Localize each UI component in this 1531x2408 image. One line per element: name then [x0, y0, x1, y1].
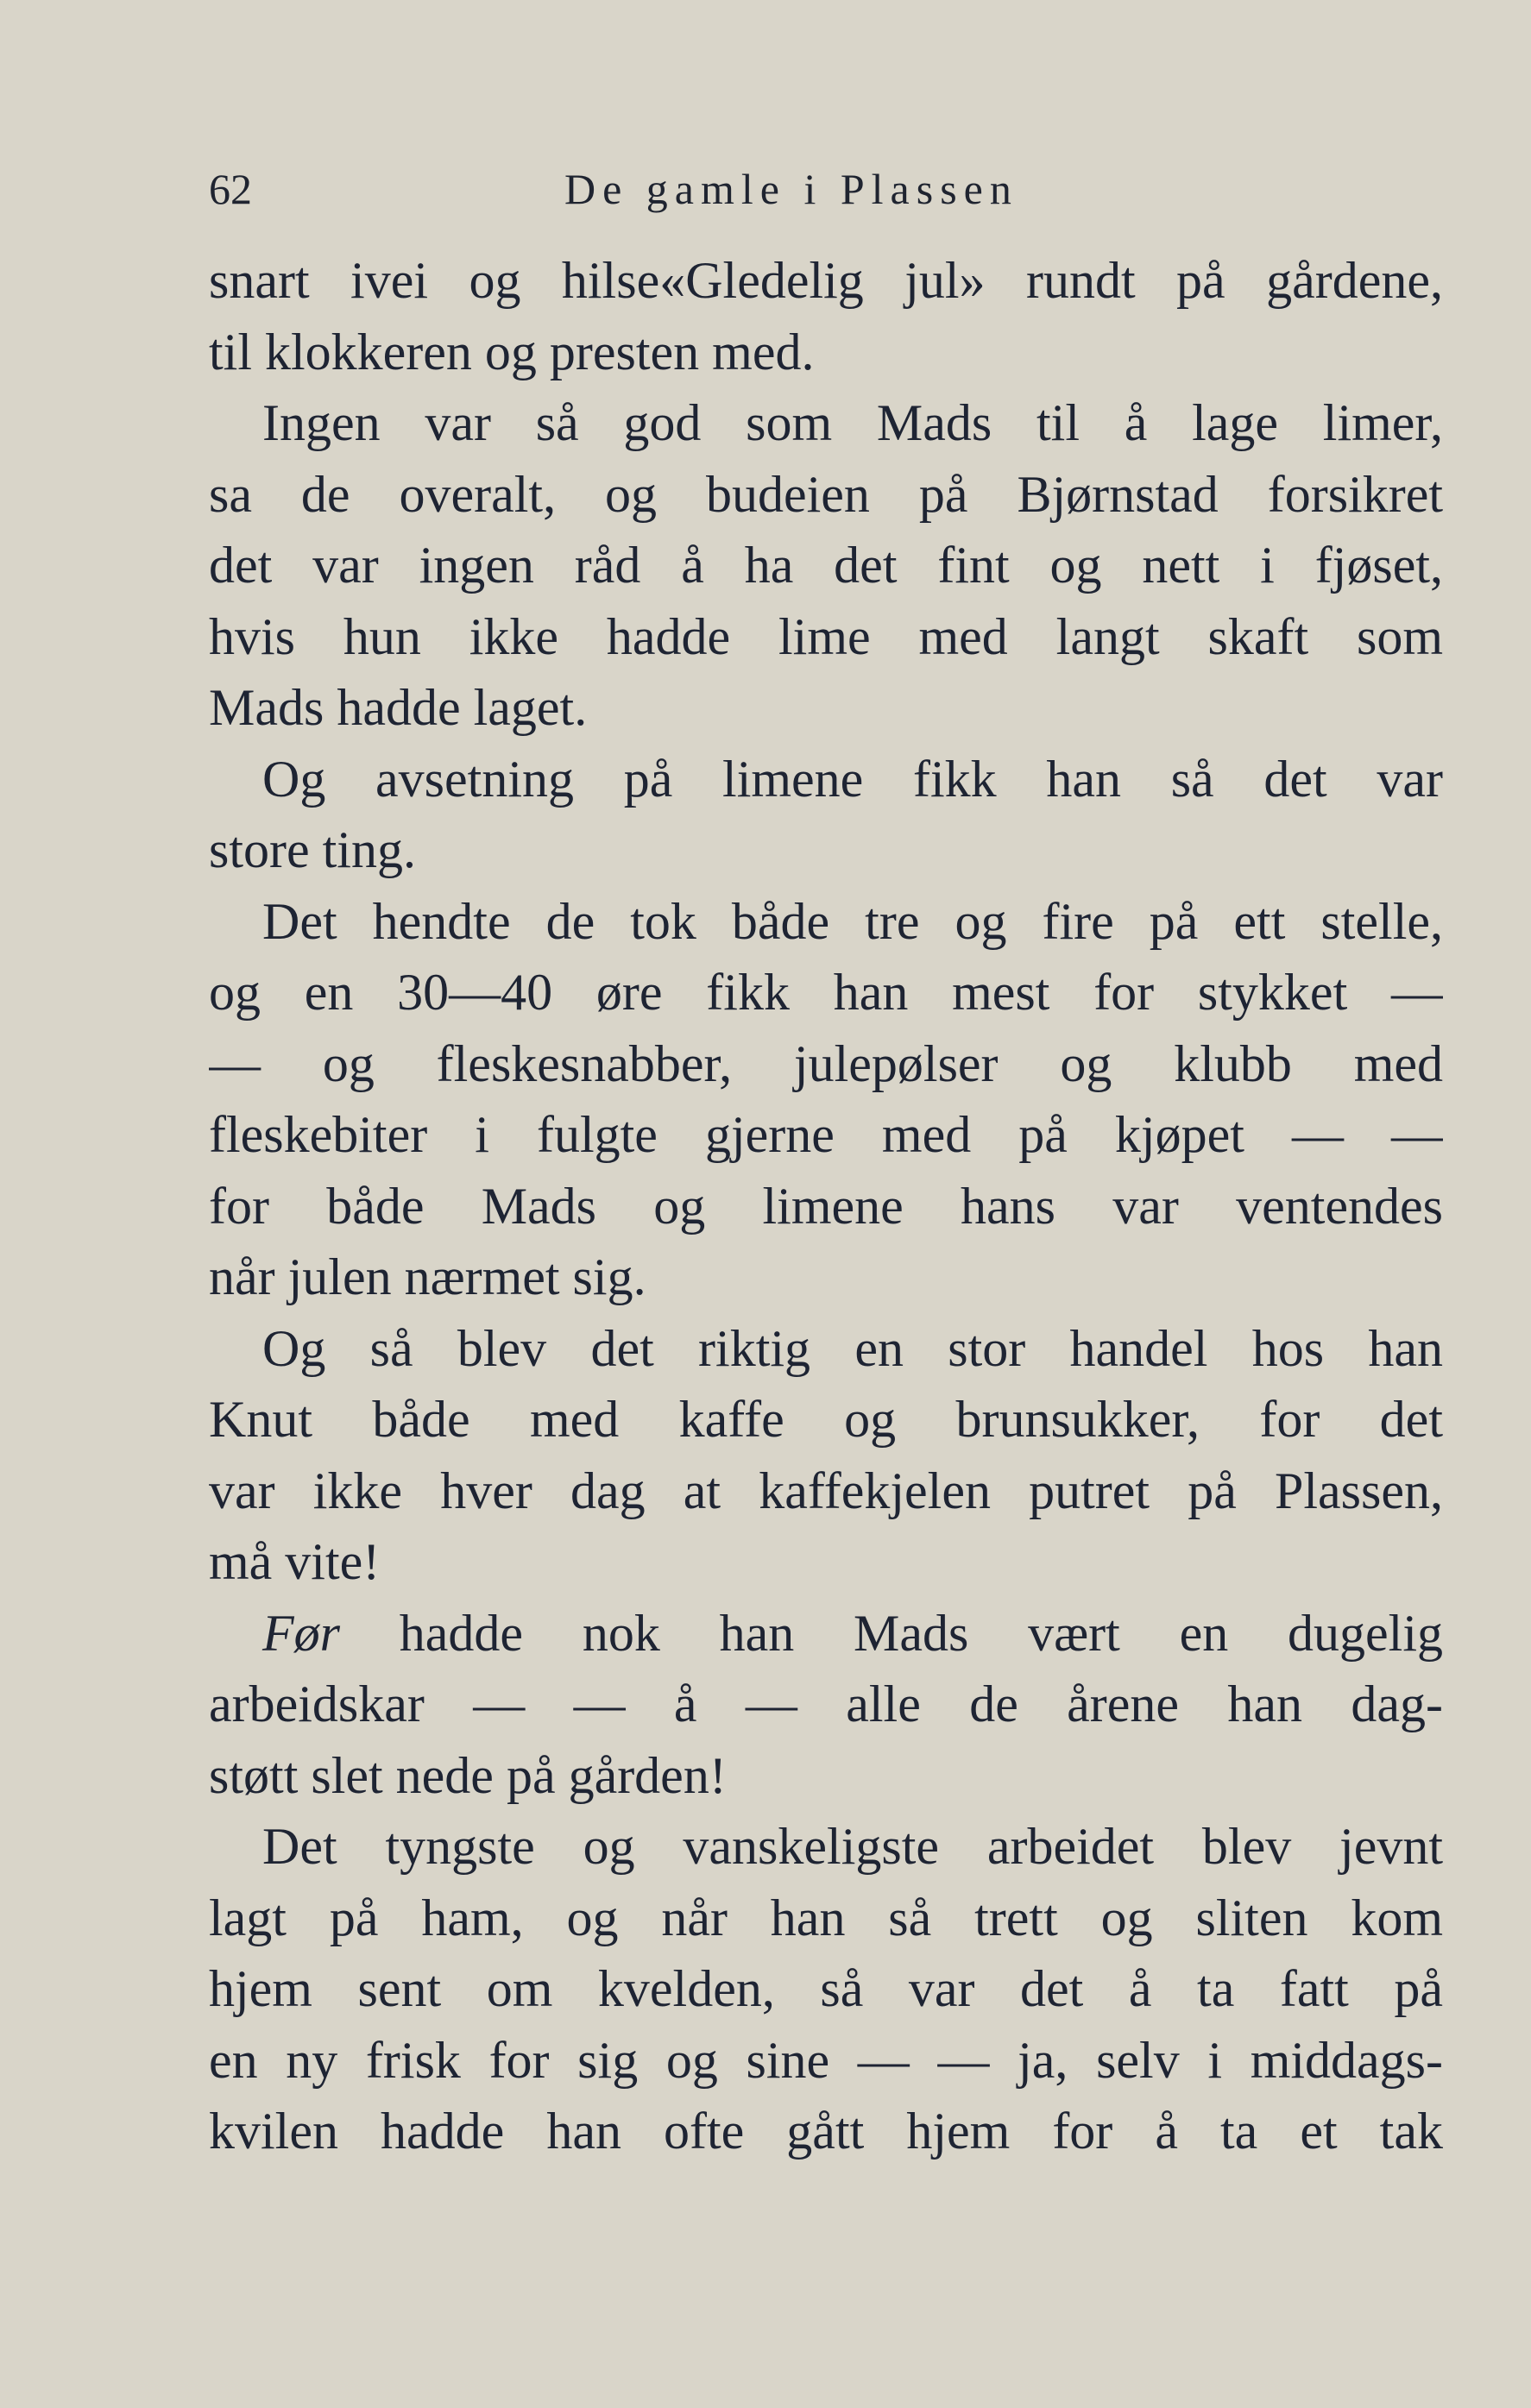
text-line: Mads hadde laget. — [209, 679, 588, 736]
running-title: De gamle i Plassen — [564, 165, 1018, 213]
text-line: sa de overalt, og budeien på Bjørnstad forsikret — [209, 465, 1443, 523]
text-line: Og avsetning på limene fikk han så det var — [262, 750, 1443, 808]
page-number: 62 — [209, 165, 252, 213]
text-line: kvilen hadde han ofte gått hjem for å ta et tak — [209, 2103, 1443, 2160]
text-line: hvis hun ikke hadde lime med langt skaft som — [209, 607, 1443, 665]
text-line: til klokkeren og presten med. — [209, 323, 815, 380]
text-line: må vite! — [209, 1533, 381, 1590]
text-line: — og fleskesnabber, julepølser og klubb med — [209, 1034, 1443, 1092]
text-line: Og så blev det riktig en stor handel hos han — [262, 1319, 1443, 1377]
body-text — [209, 245, 1443, 2167]
text-line: en ny frisk for sig og sine — — ja, selv i middags- — [209, 2031, 1443, 2089]
text-line — [209, 1598, 1443, 1669]
text-line: arbeidskar — — å — alle de årene han dag- — [209, 1676, 1443, 1732]
text-line: Det hendte de tok både tre og fire på ett stelle, — [262, 892, 1443, 950]
text-line: Knut både med kaffe og brunsukker, for det — [209, 1391, 1443, 1448]
text-line: store ting. — [209, 821, 416, 878]
text-line: det var ingen råd å ha det fint og nett i fjøset, — [209, 537, 1443, 594]
text-line: var ikke hver dag at kaffekjelen putret på Plassen, — [209, 1462, 1443, 1519]
text-line: Det tyngste og vanskeligste arbeidet blev jevnt — [262, 1818, 1443, 1875]
text-line: lagt på ham, og når han så trett og sliten kom — [209, 1889, 1443, 1946]
text-line: når julen nærmet sig. — [209, 1248, 646, 1305]
text-line: for både Mads og limene hans var ventendes — [209, 1177, 1443, 1235]
text-line: Ingen var så god som Mads til å lage limer, — [262, 394, 1443, 451]
italic-word: Før — [262, 1604, 340, 1662]
text-line: snart ivei og hilse«Gledelig jul» rundt på gårdene, — [209, 252, 1443, 309]
text-line-rest: hadde nok han Mads vært en dugelig — [399, 1604, 1443, 1662]
text-line: støtt slet nede på gården! — [209, 1746, 727, 1804]
page-header — [209, 159, 1443, 219]
text-line: hjem sent om kvelden, så var det å ta fatt på — [209, 1960, 1443, 2017]
text-line: og en 30—40 øre fikk han mest for stykket — — [209, 964, 1443, 1021]
text-line: fleskebiter i fulgte gjerne med på kjøpet — — — [209, 1106, 1443, 1163]
